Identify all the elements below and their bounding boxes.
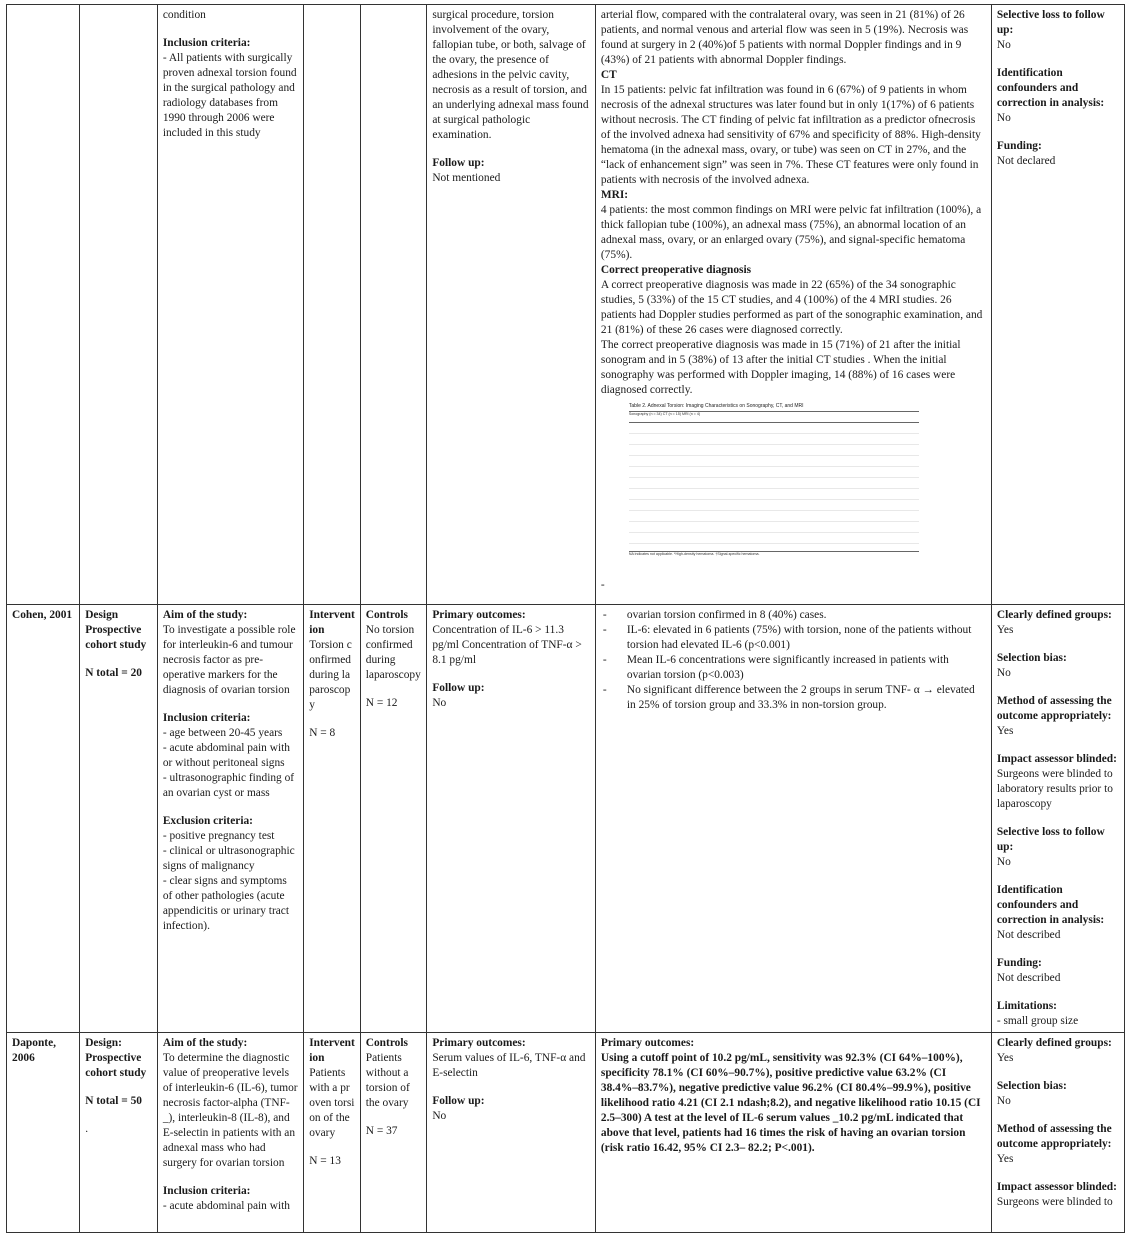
figure-column-header: Sonography (n = 34) CT (n = 15) MRI (n = 4): [629, 411, 919, 423]
trailing-dash: -: [600, 579, 605, 591]
inclusion-text: - All patients with surgically proven adnexal torsion found in the surgical pathology and radiology databases from 1990 through 2006 were included in this study: [162, 52, 297, 139]
outcomes-cell: [427, 5, 596, 605]
follow-up-value: No: [432, 697, 447, 709]
intervention-cell: [304, 605, 361, 1033]
mri-heading: MRI:: [600, 189, 629, 201]
exclusion-heading: Exclusion criteria:: [162, 815, 253, 827]
aim-lead: condition: [162, 9, 206, 21]
intervention-heading: Intervention: [309, 609, 355, 636]
quality-value: No: [996, 1095, 1011, 1107]
exclusion-item: - clinical or ultrasonographic signs of malignancy: [162, 845, 295, 872]
quality-value: Yes: [996, 624, 1014, 636]
controls-n: N = 12: [365, 697, 398, 709]
figure-note: NA indicates not applicable. *High-density hematoma. †Signal-specific hematoma.: [628, 552, 760, 556]
follow-up-heading: Follow up:: [432, 157, 485, 169]
inclusion-heading: Inclusion criteria:: [162, 37, 251, 49]
quality-value: No: [996, 112, 1011, 124]
design-cell: [80, 605, 158, 1033]
intervention-heading: Intervention: [309, 1037, 355, 1064]
design-cell: [80, 5, 158, 605]
design-type: Prospective cohort study: [85, 1052, 147, 1079]
embedded-table-image: [629, 404, 919, 578]
quality-label: Limitations:: [996, 1000, 1057, 1012]
inclusion-item: - acute abdominal pain with or without peritoneal signs: [162, 742, 290, 769]
quality-value: Surgeons were blinded to: [996, 1196, 1113, 1208]
quality-value: Not declared: [996, 155, 1056, 167]
table-row: [7, 605, 1125, 1033]
quality-label: Identification confounders and correction in analysis:: [996, 884, 1105, 926]
study-cell: [7, 605, 80, 1033]
outcomes-text: Concentration of IL-6 > 11.3 pg/ml Concentration of TNF-α > 8.1 pg/ml: [432, 624, 582, 666]
quality-label: Method of assessing the outcome appropriately:: [996, 1123, 1112, 1150]
outcomes-cell: [427, 1033, 596, 1233]
controls-cell: [360, 1033, 427, 1233]
intervention-n: N = 13: [309, 1155, 341, 1167]
quality-label: Selection bias:: [996, 652, 1067, 664]
list-item: - Mean IL-6 concentrations were significantly increased in patients with ovarian torsion (p<0.003): [627, 653, 986, 683]
aim-text: To determine the diagnostic value of preoperative levels of interleukin-6 (IL-6), tumor necrosis factor-alpha (TNF-_), interleukin-8 (IL-8), and E-selectin in patients with an adnexal mass who had surgery for ovarian torsion: [162, 1052, 298, 1169]
design-type: Prospective cohort study: [85, 624, 147, 651]
exclusion-item: - clear signs and symptoms of other pathologies (acute appendicitis or urinary tract infection).: [162, 875, 290, 932]
intervention-cell: [304, 5, 361, 605]
ct-text: In 15 patients: pelvic fat infiltration was found in 6 (67%) of 9 patients in whom necrosis of the adnexal structures was later found but in only 1(17%) of 6 patients without necrosis. The CT finding of pelvic fat infiltration as a predictor ofnecrosis of the involved adnexa had sensitivity of 67% and specificity of 88%. High-density hematoma (in the adnexal mass, ovary, or tube) was seen on CT in 27%, and the “lack of enhancement sign” was seen in 7%. These CT features were only found in patients with necrosis of the involved adnexa.: [600, 84, 981, 186]
quality-cell: [991, 605, 1124, 1033]
figure-caption: Table 2. Adnexal Torsion: Imaging Characteristics on Sonography, CT, and MRI: [628, 403, 804, 409]
inclusion-item: - ultrasonographic finding of an ovarian cyst or mass: [162, 772, 295, 799]
inclusion-item: - age between 20-45 years: [162, 727, 283, 739]
results-text: Using a cutoff point of 10.2 pg/mL, sensitivity was 92.3% (CI 64%–100%), specificity 78.1% (CI 60%–90.7%), positive predictive value 63.2% (CI 38.4%–83.7%), negative predictive value 96.2% (CI 80.4%–99.9%), positive likelihood ratio 4.21 (CI 2.1 ndash;8.2), and negative likelihood ratio 10.15 (CI 2.5–300) A test at the level of IL-6 serum values _10.2 pg/mL indicated that above that level, patients had 16 times the risk of having an ovarian torsion (risk ratio 16.42, 95% CI 2.3– 82.2; P<.001).: [600, 1052, 981, 1154]
follow-up-value: Not mentioned: [432, 172, 501, 184]
quality-label: Funding:: [996, 957, 1042, 969]
follow-up-heading: Follow up:: [432, 682, 485, 694]
list-item: - IL-6: elevated in 6 patients (75%) with torsion, none of the patients without torsion had elevated IL-6 (p<0.001): [627, 623, 986, 653]
controls-cell: [360, 5, 427, 605]
study-cell: [7, 1033, 80, 1233]
controls-text: Patients without a torsion of the ovary: [365, 1052, 410, 1109]
design-heading: Design: [85, 609, 119, 621]
quality-label: Funding:: [996, 140, 1042, 152]
quality-value: Yes: [996, 1052, 1014, 1064]
quality-label: Selective loss to follow up:: [996, 9, 1105, 36]
quality-cell: [991, 5, 1124, 605]
quality-value: Yes: [996, 725, 1014, 737]
list-item: - ovarian torsion confirmed in 8 (40%) cases.: [627, 608, 986, 623]
aim-cell: [157, 1033, 303, 1233]
doppler-text: arterial flow, compared with the contralateral ovary, was seen in 21 (81%) of 26 patients, and normal venous and arterial flow was seen in 5 (19%). Necrosis was found at surgery in 2 (40%)of 5 patients with normal Doppler findings and in 9 (43%) of 21 patients with abnormal Doppler findings.: [600, 9, 969, 66]
results-cell: [595, 605, 991, 1033]
controls-n: N = 37: [365, 1125, 398, 1137]
aim-text: To investigate a possible role for interleukin-6 and tumour necrosis factor as pre-operative markers for the diagnosis of ovarian torsion: [162, 624, 296, 696]
table-row: [7, 5, 1125, 605]
results-cell: [595, 1033, 991, 1233]
outcomes-text: surgical procedure, torsion involvement of the ovary, fallopian tube, or both, salvage of the ovary, the presence of adhesions in the pelvic cavity, necrosis as a result of torsion, and an underlying adnexal mass found at surgical pathologic examination.: [432, 9, 589, 141]
aim-cell: [157, 5, 303, 605]
quality-value: Not described: [996, 972, 1061, 984]
design-n-total: N total = 20: [85, 667, 142, 679]
results-cell: [595, 5, 991, 605]
controls-heading: Controls: [365, 1037, 408, 1049]
diagnosis-text-2: The correct preoperative diagnosis was made in 15 (71%) of 21 after the initial sonogram and in 5 (38%) of 13 after the initial CT studies . When the initial sonography was performed with Doppler imaging, 14 (88%) of 16 cases were diagnosed correctly.: [600, 339, 961, 396]
quality-value: - small group size: [996, 1015, 1079, 1027]
evidence-table: [6, 4, 1125, 1233]
table-row: [7, 1033, 1125, 1233]
outcomes-heading: Primary outcomes:: [432, 609, 526, 621]
figure-body: [629, 423, 919, 552]
intervention-text: Torsion confirmed during laparoscopy: [309, 639, 352, 711]
quality-label: Impact assessor blinded:: [996, 753, 1117, 765]
quality-label: Clearly defined groups:: [996, 609, 1112, 621]
aim-heading: Aim of the study:: [162, 1037, 248, 1049]
intervention-cell: [304, 1033, 361, 1233]
outcomes-text: Serum values of IL-6, TNF-α and E-selectin: [432, 1052, 586, 1079]
quality-label: Selection bias:: [996, 1080, 1067, 1092]
quality-value: No: [996, 667, 1011, 679]
quality-value: Surgeons were blinded to laboratory results prior to laparoscopy: [996, 768, 1113, 810]
study-name: Daponte, 2006: [12, 1037, 56, 1064]
outcomes-cell: [427, 605, 596, 1033]
quality-label: Method of assessing the outcome appropriately:: [996, 695, 1112, 722]
inclusion-heading: Inclusion criteria:: [162, 1185, 251, 1197]
design-dot: .: [85, 1123, 89, 1135]
mri-text: 4 patients: the most common findings on MRI were pelvic fat infiltration (100%), a thick fallopian tube (100%), an adnexal mass (75%), an abnormal location of an adnexal mass, ovary, or an enlarged ovary (75%), and signal-specific hematoma (75%).: [600, 204, 982, 261]
outcomes-heading: Primary outcomes:: [432, 1037, 526, 1049]
follow-up-value: No: [432, 1110, 447, 1122]
controls-heading: Controls: [365, 609, 408, 621]
diagnosis-text-1: A correct preoperative diagnosis was made in 22 (65%) of the 34 sonographic studies, 5 (33%) of the 15 CT studies, and 4 (100%) of the 4 MRI studies. 26 patients had Doppler studies performed as part of the sonographic examination, and 21 (81%) of these 26 cases were diagnosed correctly.: [600, 279, 983, 336]
diagnosis-heading: Correct preoperative diagnosis: [600, 264, 752, 276]
quality-label: Impact assessor blinded:: [996, 1181, 1117, 1193]
inclusion-heading: Inclusion criteria:: [162, 712, 251, 724]
controls-cell: [360, 605, 427, 1033]
quality-label: Clearly defined groups:: [996, 1037, 1112, 1049]
design-n-total: N total = 50: [85, 1095, 142, 1107]
ct-heading: CT: [600, 69, 617, 81]
intervention-text: Patients with a proven torsion of the ovary: [309, 1067, 355, 1139]
aim-heading: Aim of the study:: [162, 609, 248, 621]
intervention-n: N = 8: [309, 727, 336, 739]
quality-label: Selective loss to follow up:: [996, 826, 1105, 853]
aim-cell: [157, 605, 303, 1033]
results-list: [601, 608, 986, 713]
design-cell: [80, 1033, 158, 1233]
inclusion-item: - acute abdominal pain with: [162, 1200, 290, 1212]
quality-value: No: [996, 856, 1011, 868]
quality-value: Not described: [996, 929, 1061, 941]
follow-up-heading: Follow up:: [432, 1095, 485, 1107]
results-heading: Primary outcomes:: [600, 1037, 695, 1049]
quality-label: Identification confounders and correction in analysis:: [996, 67, 1105, 109]
controls-text: No torsion confirmed during laparoscopy: [365, 624, 421, 681]
study-name: Cohen, 2001: [12, 609, 73, 621]
quality-value: Yes: [996, 1153, 1014, 1165]
exclusion-item: - positive pregnancy test: [162, 830, 275, 842]
design-heading: Design:: [85, 1037, 122, 1049]
quality-value: No: [996, 39, 1011, 51]
study-cell: [7, 5, 80, 605]
quality-cell: [991, 1033, 1124, 1233]
list-item: - No significant difference between the 2 groups in serum TNF- α → elevated in 25% of torsion group and 33.3% in non-torsion group.: [627, 683, 986, 713]
